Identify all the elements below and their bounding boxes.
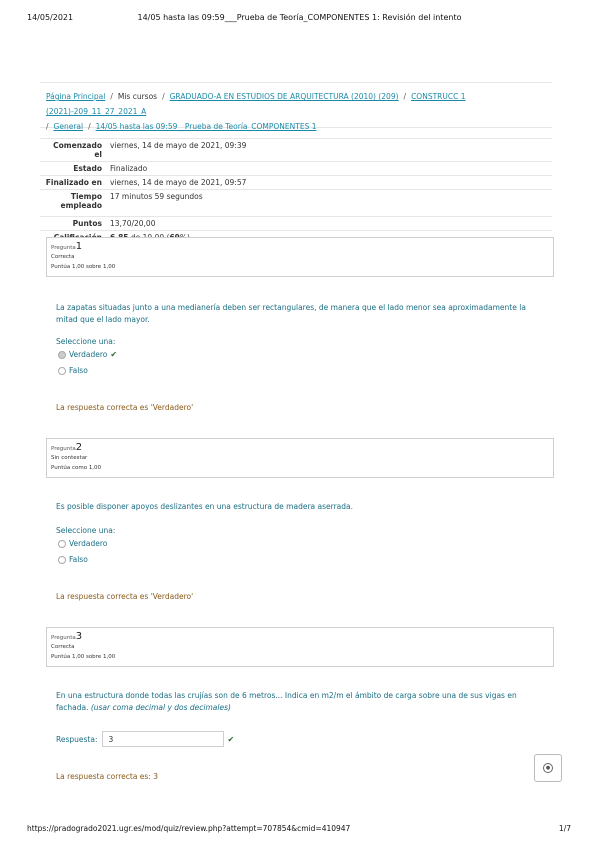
checkmark-icon: ✔ [110, 350, 118, 359]
breadcrumb-degree-link[interactable]: GRADUADO-A EN ESTUDIOS DE ARQUITECTURA (2010) (209) [169, 92, 399, 101]
question-2-status: Sin contestar [51, 455, 88, 461]
summary-started-label: Comenzado el [40, 139, 106, 162]
question-3-num: 3 [75, 631, 83, 642]
breadcrumb-home-link[interactable]: Página Principal [46, 92, 106, 101]
question-2-info [46, 438, 554, 478]
print-url: https://pradogrado2021.ugr.es/mod/quiz/review.php?attempt=707854&cmid=410947 [27, 824, 351, 833]
radio-icon[interactable] [58, 556, 66, 564]
question-1-grade: Puntúa 1,00 sobre 1,00 [51, 264, 116, 270]
question-2-number [51, 442, 549, 453]
breadcrumb: Página Principal / Mis cursos / GRADUADO-A EN ESTUDIOS DE ARQUITECTURA (2010) (209) / CONSTRUCC 1 (2021)-209_11_27_2021_A / General / 14/05 hasta las 09:59__Prueba de Teoría_COMPONENTES 1 [40, 82, 552, 128]
question-2-option-false[interactable] [58, 555, 88, 564]
attempt-summary-table [40, 138, 552, 244]
summary-time-label [40, 190, 106, 217]
breadcrumb-section-link[interactable]: General [53, 122, 84, 131]
summary-state-label: Estado [40, 162, 106, 176]
summary-row-started [40, 139, 552, 162]
radio-icon[interactable] [58, 367, 66, 375]
question-3-feedback: La respuesta correcta es: 3 [56, 772, 159, 781]
question-1-text: La zapatas situadas junto a una medianería deben ser rectangulares, de manera que el lado menor sea aproximadamente la mitad que el lado mayor. [56, 303, 526, 324]
summary-row-points [40, 217, 552, 231]
question-2-prompt: Seleccione una: [56, 526, 116, 535]
question-2-option-true-label: Verdadero [69, 539, 108, 548]
question-1-num: 1 [75, 241, 83, 252]
question-2-option-false-label: Falso [69, 555, 88, 564]
summary-time-label-line1: Tiempo [70, 192, 102, 201]
question-1-option-true[interactable] [58, 350, 117, 359]
breadcrumb-quiz-link[interactable]: 14/05 hasta las 09:59__Prueba de Teoría_COMPONENTES 1 [95, 122, 317, 131]
summary-row-time [40, 190, 552, 217]
question-3-answer-label: Respuesta: [56, 734, 98, 744]
question-1-prompt: Seleccione una: [56, 337, 116, 346]
question-3-number [51, 631, 549, 642]
question-1-feedback: La respuesta correcta es 'Verdadero' [56, 403, 194, 412]
breadcrumb-my-courses: Mis cursos [117, 92, 158, 101]
question-3-info [46, 627, 554, 667]
question-2-option-true[interactable] [58, 539, 107, 548]
question-3-answer-input[interactable] [102, 731, 224, 747]
help-chat-button[interactable] [534, 754, 562, 782]
summary-finished-value: viernes, 14 de mayo de 2021, 09:57 [106, 176, 552, 190]
question-2-text: Es posible disponer apoyos deslizantes en una estructura de madera aserrada. [56, 502, 354, 511]
question-3-text [56, 690, 540, 714]
summary-started-value: viernes, 14 de mayo de 2021, 09:39 [106, 139, 552, 162]
question-3-answer-row [56, 731, 234, 747]
question-1-word: Pregunta [51, 245, 76, 251]
breadcrumb-course-link[interactable]: CONSTRUCC 1 (2021)-209_11_27_2021_A [46, 92, 466, 116]
print-title: 14/05 hasta las 09:59___Prueba de Teoría_COMPONENTES 1: Revisión del intento [137, 13, 462, 22]
print-date: 14/05/2021 [27, 13, 74, 22]
print-page-number: 1/7 [558, 824, 571, 833]
checkmark-icon: ✔ [227, 734, 235, 744]
summary-points-value: 13,70/20,00 [106, 217, 552, 231]
question-1-number [51, 241, 549, 252]
summary-time-label-line2: empleado [60, 201, 102, 210]
summary-time-value: 17 minutos 59 segundos [106, 190, 552, 217]
radio-selected-icon[interactable] [58, 351, 66, 359]
help-icon: ● [543, 763, 553, 773]
question-2-word: Pregunta [51, 446, 76, 452]
question-3-grade: Puntúa 1,00 sobre 1,00 [51, 654, 116, 660]
question-2-feedback: La respuesta correcta es 'Verdadero' [56, 592, 194, 601]
question-1-option-false[interactable] [58, 366, 88, 375]
question-3-text-main: En una estructura donde todas las crujías son de 6 metros... Indica en m2/m el ámbito de carga sobre una de sus vigas en fachada. [56, 691, 517, 712]
question-1-option-false-label: Falso [69, 366, 88, 375]
summary-points-label: Puntos [40, 217, 106, 231]
question-2-grade: Puntúa como 1,00 [51, 465, 102, 471]
question-1-status: Correcta [51, 254, 75, 260]
summary-row-state [40, 162, 552, 176]
question-3-text-hint: (usar coma decimal y dos decimales) [90, 703, 231, 712]
question-3-status: Correcta [51, 644, 75, 650]
question-1-option-true-label: Verdadero [69, 350, 108, 359]
summary-finished-label: Finalizado en [40, 176, 106, 190]
question-3-word: Pregunta [51, 635, 76, 641]
question-1-info [46, 237, 554, 277]
radio-icon[interactable] [58, 540, 66, 548]
question-2-num: 2 [75, 442, 83, 453]
summary-state-value: Finalizado [106, 162, 552, 176]
summary-row-finished [40, 176, 552, 190]
